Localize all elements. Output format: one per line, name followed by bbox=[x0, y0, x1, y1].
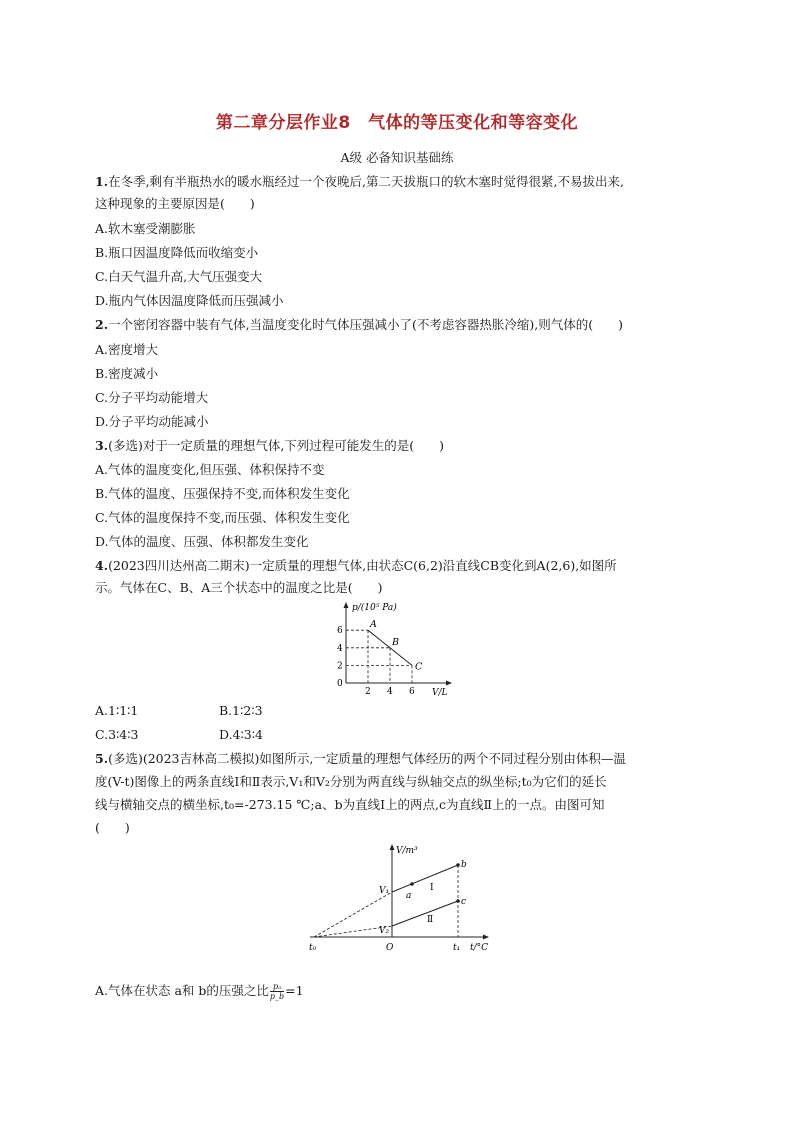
q5-point-b-label: b bbox=[461, 860, 467, 870]
q1-option-c: C.白天气温升高,大气压强变大 bbox=[95, 269, 263, 284]
q5-option-a-value: =1 bbox=[285, 983, 304, 998]
q4-stem-line2: 示。气体在C、B、A三个状态中的温度之比是( ) bbox=[95, 580, 383, 595]
q5-v1-label: V₁ bbox=[379, 886, 390, 896]
q4-x-arrow bbox=[446, 681, 452, 686]
q3-option-c: C.气体的温度保持不变,而压强、体积发生变化 bbox=[95, 510, 350, 525]
q4-point-label-A: A bbox=[370, 619, 377, 631]
q4-y-arrow bbox=[344, 602, 349, 608]
q4-y-label: p/(10⁵ Pa) bbox=[352, 603, 397, 613]
q5-x-label: t/°C bbox=[470, 943, 489, 953]
q3-number: 3. bbox=[95, 438, 109, 453]
q4-options-row1 bbox=[95, 703, 263, 719]
q5-stem-line1 bbox=[95, 751, 626, 767]
q5-fraction-denominator: p_b bbox=[269, 992, 285, 1001]
q1-option-b: B.瓶口因温度降低而收缩变小 bbox=[95, 245, 259, 260]
q4-point-label-C: C bbox=[415, 661, 423, 673]
q3-option-b: B.气体的温度、压强保持不变,而体积发生变化 bbox=[95, 486, 350, 501]
q4-x-tick-4: 4 bbox=[387, 687, 393, 697]
q4-y-tick-4: 4 bbox=[337, 643, 343, 654]
q5-line1-label: Ⅰ bbox=[430, 883, 434, 893]
q4-option-b: B.1∶2∶3 bbox=[219, 703, 263, 718]
q4-x-tick-2: 2 bbox=[365, 687, 371, 697]
q2-option-b: B.密度减小 bbox=[95, 366, 159, 381]
q5-point-c bbox=[456, 899, 460, 903]
q3-stem bbox=[95, 438, 444, 454]
q5-stem-text1: (多选)(2023吉林高二模拟)如图所示,一定质量的理想气体经历的两个不同过程分别由体积—温 bbox=[108, 751, 626, 766]
q4-option-c: C.3∶4∶3 bbox=[95, 727, 139, 742]
q5-stem-line4: ( ) bbox=[95, 820, 130, 835]
q4-stem-text1: (2023四川达州高二期末)一定质量的理想气体,由状态C(6,2)沿直线CB变化到A(2,6),如图所 bbox=[108, 558, 617, 573]
q5-y-label: V/m³ bbox=[396, 846, 418, 856]
q5-line1 bbox=[392, 865, 458, 892]
q5-t1-label: t₁ bbox=[453, 943, 461, 953]
q3-option-d: D.气体的温度、压强、体积都发生变化 bbox=[95, 534, 309, 549]
q1-stem-line2: 这种现象的主要原因是( ) bbox=[95, 196, 255, 211]
q2-option-d: D.分子平均动能减小 bbox=[95, 414, 209, 429]
q5-number: 5. bbox=[95, 751, 109, 766]
q4-origin: 0 bbox=[337, 679, 343, 689]
q1-option-a: A.软木塞受潮膨胀 bbox=[95, 221, 196, 236]
q4-x-label: V/L bbox=[432, 688, 448, 698]
q1-option-d: D.瓶内气体因温度降低而压强减小 bbox=[95, 293, 284, 308]
q4-x-tick-6: 6 bbox=[409, 687, 415, 697]
q3-option-a: A.气体的温度变化,但压强、体积保持不变 bbox=[95, 462, 325, 477]
q5-point-b bbox=[456, 863, 460, 867]
q5-x-arrow bbox=[483, 935, 489, 940]
q5-option-a bbox=[95, 982, 304, 1001]
q2-number: 2. bbox=[95, 317, 109, 332]
q1-number: 1. bbox=[95, 174, 109, 189]
q5-fraction-numerator: pₐ bbox=[270, 982, 284, 992]
q5-option-a-fraction bbox=[270, 982, 284, 1001]
q5-point-a bbox=[410, 882, 414, 886]
q4-pv-graph bbox=[328, 598, 468, 698]
q4-stem-line1 bbox=[95, 558, 617, 574]
q2-option-c: C.分子平均动能增大 bbox=[95, 390, 209, 405]
q1-stem-text1: 在冬季,剩有半瓶热水的暖水瓶经过一个夜晚后,第二天拔瓶口的软木塞时觉得很紧,不易拔出来, bbox=[108, 174, 624, 189]
q5-y-arrow bbox=[390, 844, 395, 850]
q2-stem-text: 一个密闭容器中装有气体,当温度变化时气体压强减小了(不考虑容器热胀冷缩),则气体的( ) bbox=[108, 317, 624, 332]
q5-origin: O bbox=[386, 943, 394, 953]
q4-options-row2 bbox=[95, 727, 263, 743]
q4-number: 4. bbox=[95, 558, 109, 573]
q5-vt-graph bbox=[300, 840, 500, 960]
q4-point-label-B: B bbox=[392, 636, 399, 648]
q4-y-tick-6: 6 bbox=[337, 626, 343, 637]
q5-stem-line2: 度(V-t)图像上的两条直线Ⅰ和Ⅱ表示,V₁和V₂分别为两直线与纵轴交点的纵坐标;t₀为它们的延长 bbox=[95, 774, 607, 789]
q5-option-a-text: A.气体在状态 a和 b的压强之比 bbox=[95, 983, 269, 998]
page-title: 第二章分层作业8 气体的等压变化和等容变化 bbox=[215, 113, 579, 133]
q2-stem bbox=[95, 317, 623, 333]
q1-stem-line1 bbox=[95, 174, 624, 190]
q3-stem-text: (多选)对于一定质量的理想气体,下列过程可能发生的是( ) bbox=[108, 438, 445, 453]
q5-line2 bbox=[392, 901, 458, 926]
q5-t0-label: t₀ bbox=[309, 943, 317, 953]
q4-option-a: A.1∶1∶1 bbox=[95, 703, 139, 718]
section-heading: A级 必备知识基础练 bbox=[340, 150, 454, 165]
q5-line2-label: Ⅱ bbox=[427, 915, 434, 925]
q4-option-d: D.4∶3∶4 bbox=[219, 727, 263, 742]
q2-option-a: A.密度增大 bbox=[95, 342, 159, 357]
q5-point-c-label: c bbox=[461, 897, 467, 907]
q5-point-a-label: a bbox=[406, 891, 412, 901]
q5-stem-line3: 线与横轴交点的横坐标,t₀=-273.15 ℃;a、b为直线Ⅰ上的两点,c为直线Ⅱ上的一点。由图可知 bbox=[95, 797, 605, 812]
q5-v2-label: V₂ bbox=[379, 926, 390, 936]
q4-y-tick-2: 2 bbox=[337, 661, 343, 672]
